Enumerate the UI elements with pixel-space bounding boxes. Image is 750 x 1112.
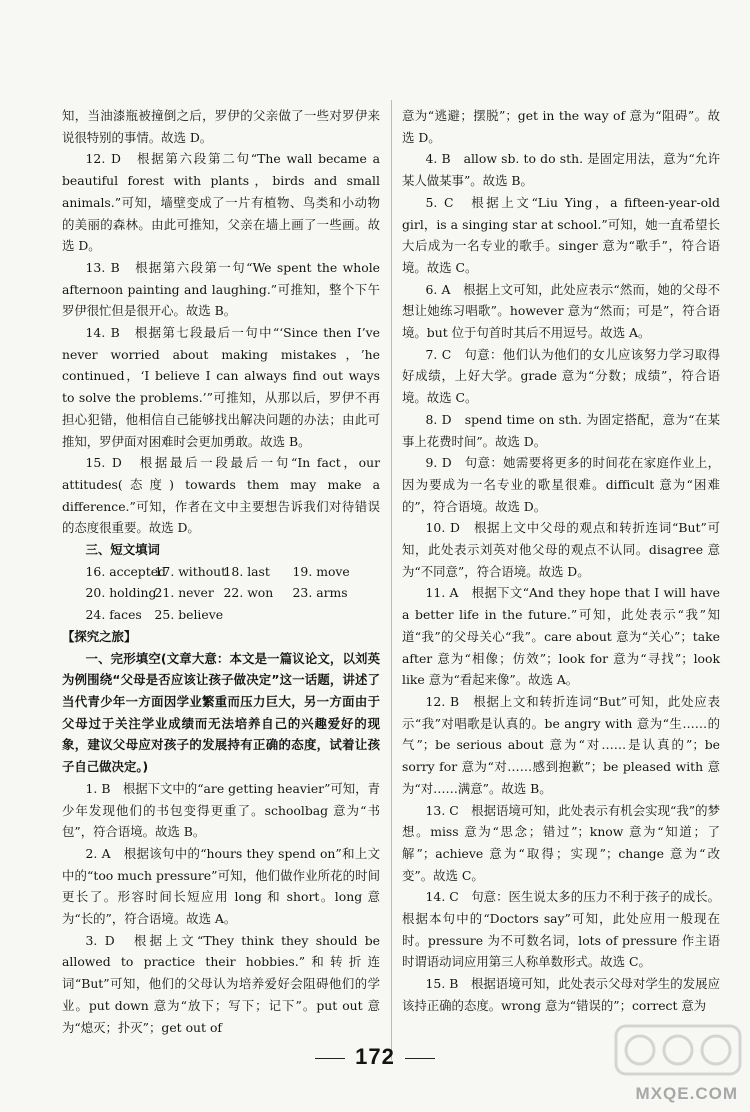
answer-6: 6. A 根据上文可知，此处应表示“然而，她的父母不想让她练习唱歌”。however 意为“然而；可是”，符合语境。but 位于句首时其后不用逗号。故选 A。	[402, 281, 720, 341]
answer-11: 11. A 根据下文“And they hope that I will have a better life in the future.”可知，此处表示“我”知道“我”的父母关心“我”。care about 意为“关心”；take after 意为“相像；仿效”；look for 意为“寻找”；look like 意为“看起来像”。故选 A。	[402, 585, 724, 688]
answer-1: 1. B 根据下文中的“are getting heavier”可知，青少年发现他们的书包变得更重了。schoolbag 意为“书包”，符合语境。故选 B。	[62, 780, 380, 840]
fill-answer: 16. accepted	[85, 563, 166, 579]
answer-14: 14. B 根据第七段最后一句中“‘Since then I’ve never worried about making mistakes，’he continued，‘I believe I can always find out ways to solve the problems.’”可推知，从那以后，罗伊不再担心犯错，他相信自己能够找出解决问题的办法；由此可推知，罗伊面对困难时会更加勇敢。故选 B。	[62, 325, 384, 449]
answer-2: 2. A 根据该句中的“hours they spend on”和上文中的“too much pressure”可知，他们做作业所花的时间更长了。形容时间长短应用 long 和 short。long 意为“长的”，符合语境。故选 A。	[62, 845, 380, 927]
answer-13b: 13. C 根据语境可知，此处表示有机会实现“我”的梦想。miss 意为“思念；错过”；know 意为“知道；了解”；achieve 意为“取得；实现”；change 意为“改变”。故选 C。	[402, 802, 720, 883]
answer-5: 5. C 根据上文“Liu Ying，a fifteen-year-old girl，is a singing star at school.”可知，她一直希望长大后成为一名专业的歌手。singer 意为“歌手”，符合语境。故选 C。	[402, 194, 724, 275]
answer-10: 10. D 根据上文中父母的观点和转折连词“But”可知，此处表示刘英对他父母的观点不认同。disagree 意为“不同意”，符合语境。故选 D。	[402, 520, 720, 579]
dash-right	[405, 1058, 435, 1059]
fill-answer: 24. faces	[85, 607, 142, 623]
answer-14b: 14. C 句意：医生说太多的压力不利于孩子的成长。根据本句中的“Doctors say”可知，此处应用一般现在时。pressure 为不可数名词，lots of pressure 作主语时谓语动词应用第三人称单数形式。故选 C。	[402, 889, 720, 970]
fill-answer: 22. won	[223, 585, 274, 601]
answer-4: 4. B allow sb. to do sth. 是固定用法，意为“允许某人做某事”。故选 B。	[402, 151, 720, 189]
answer-15b: 15. B 根据语境可知，此处表示父母对学生的发展应该持正确的态度。wrong 意为“错误的”；correct 意为	[402, 976, 720, 1013]
answer-8: 8. D spend time on sth. 为固定搭配，意为“在某事上花费时间”。故选 D。	[402, 411, 720, 449]
continued-paragraph: 意为“逃避；摆脱”；get in the way of 意为“阻碍”。故选 D。	[402, 108, 720, 145]
fill-answer: 19. move	[292, 563, 350, 579]
fill-answers-row	[62, 604, 380, 626]
dash-left	[315, 1058, 345, 1059]
fill-answer: 23. arms	[292, 585, 348, 601]
answer-13: 13. B 根据第六段第一句“We spent the whole afternoon painting and laughing.”可推知，整个下午罗伊很忙但是很开心。故选 B。	[62, 259, 384, 319]
section-title-explore: 【探究之旅】	[62, 628, 137, 644]
fill-answers-row	[62, 582, 380, 604]
answer-9: 9. D 句意：她需要将更多的时间花在家庭作业上，因为要成为一名专业的歌星很难。difficult 意为“困难的”，符合语境。故选 D。	[402, 455, 720, 514]
left-column	[62, 105, 384, 1038]
answer-15: 15. D 根据最后一段最后一句“In fact，our attitudes(态度) towards them may make a difference.”可知，作者在文中主要想告诉我们对待错误的态度很重要。故选 D。	[62, 455, 384, 536]
column-divider	[391, 100, 392, 1060]
answer-12b: 12. B 根据上文和转折连词“But”可知，此处应表示“我”对唱歌是认真的。be angry with 意为“生……的气”；be serious about 意为“对……是认真的”；be sorry for 意为“对……感到抱歉”；be pleased with 意为“对……满意”。故选 B。	[402, 693, 724, 796]
answer-12: 12. D 根据第六段第二句“The wall became a beautiful forest with plants，birds and small animals.”可知，墙壁变成了一片有植物、鸟类和小动物的美丽的森林。由此可推知，父亲在墙上画了一些画。故选 D。	[62, 151, 384, 254]
fill-answer: 20. holding	[85, 585, 157, 601]
answer-7: 7. C 句意：他们认为他们的女儿应该努力学习取得好成绩，上好大学。grade 意为“分数；成绩”，符合语境。故选 C。	[402, 346, 720, 406]
fill-answers-row	[62, 561, 380, 583]
fill-answer: 17. without	[154, 563, 227, 579]
answer-3: 3. D 根据上文“They think they should be allowed to practice their hobbies.”和转折连词“But”可知，他们的父母认为培养爱好会阻碍他们的学业。put down 意为“放下；写下；记下”。put out 意为“熄灭；扑灭”；get out of	[62, 932, 384, 1035]
watermark-text: MXQE.COM	[635, 1084, 738, 1103]
fill-answer: 18. last	[223, 563, 270, 579]
continued-paragraph: 知，当油漆瓶被撞倒之后，罗伊的父亲做了一些对罗伊来说很特别的事情。故选 D。	[62, 108, 380, 145]
page-number-text: 172	[355, 1044, 395, 1069]
cloze-intro: 一、完形填空(文章大意：本文是一篇议论文，以刘英为例围绕“父母是否应该让孩子做决定”这一话题，讲述了当代青少年一方面因学业繁重而压力巨大，另一方面由于父母过于关注学业成绩而无法培养自己的兴趣爱好的现象，建议父母应对孩子的发展持有正确的态度，试着让孩子自己做决定。)	[62, 650, 380, 775]
right-column	[402, 105, 724, 1017]
section-title-fill-words: 三、短文填词	[85, 542, 160, 558]
fill-answer: 21. never	[154, 585, 214, 601]
fill-answer: 25. believe	[154, 607, 224, 623]
